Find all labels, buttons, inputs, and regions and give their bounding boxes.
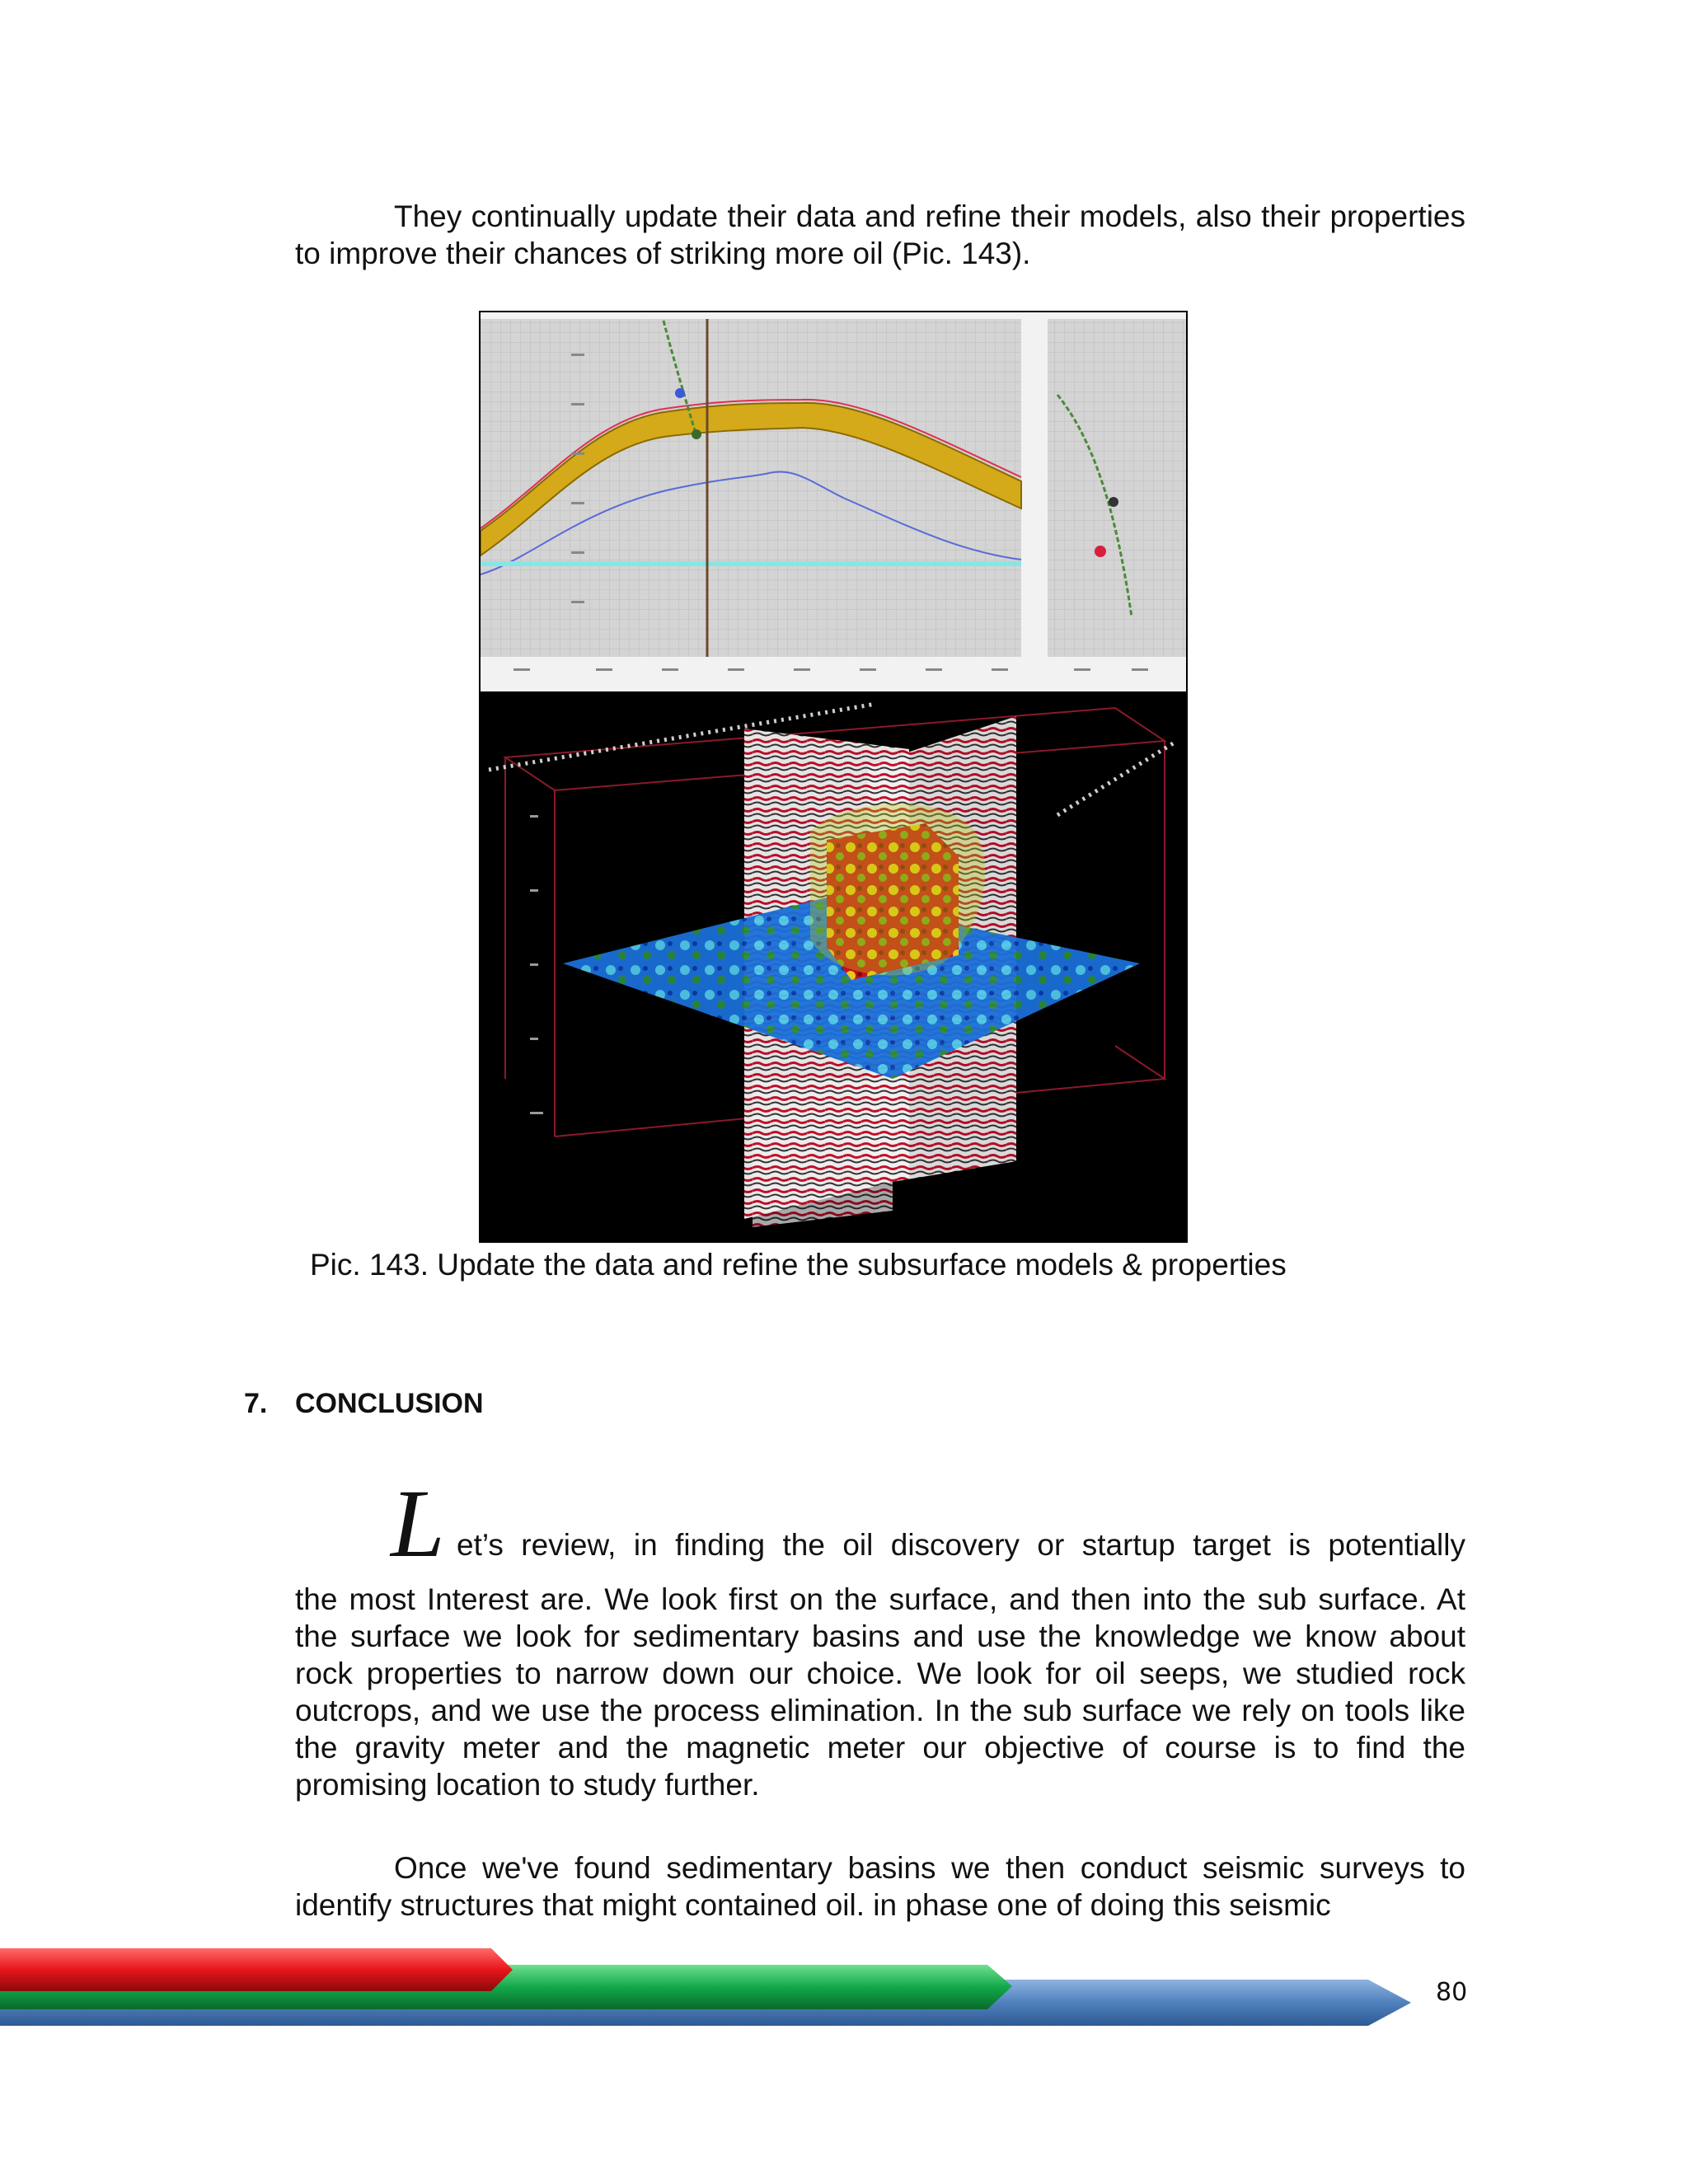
figure-pic-143: [479, 311, 1188, 1243]
conclusion-first-line-text: et’s review, in finding the oil discovery or startup target is potentially: [457, 1528, 1465, 1562]
figure-caption: Pic. 143. Update the data and refine the subsurface models & properties: [310, 1248, 1287, 1282]
conclusion-paragraph: the most Interest are. We look first on the surface, and then into the sub surface. At the surface we look for sedimentary basins and use the knowledge we know about rock properties to narrow down our choice. We look for oil seeps, we studied rock outcrops, and we use the process elimination. In the sub surface we rely on tools like the gravity meter and the magnetic meter our objective of course is to find the promising location to study further.: [295, 1582, 1465, 1802]
footer-bar-red: [0, 1948, 513, 1991]
seismic-paragraph: Once we've found sedimentary basins we then conduct seismic surveys to identify structures that might contained oil. in phase one of doing this seismic: [295, 1851, 1465, 1922]
seismic-3d-cube-image: [481, 691, 1186, 1241]
drop-cap-letter: L: [391, 1469, 445, 1577]
section-number: 7.: [244, 1388, 268, 1419]
page-number: 80: [1436, 1978, 1468, 2007]
section-heading: [244, 1388, 484, 1420]
conclusion-first-line: [295, 1469, 1465, 1577]
footer-arrow-bars: [0, 1945, 1688, 2036]
well-correlation-plot-image: [481, 312, 1186, 691]
section-title: CONCLUSION: [295, 1388, 484, 1419]
intro-paragraph: They continually update their data and refine their models, also their properties to improve their chances of striking more oil (Pic. 143).: [295, 199, 1465, 270]
